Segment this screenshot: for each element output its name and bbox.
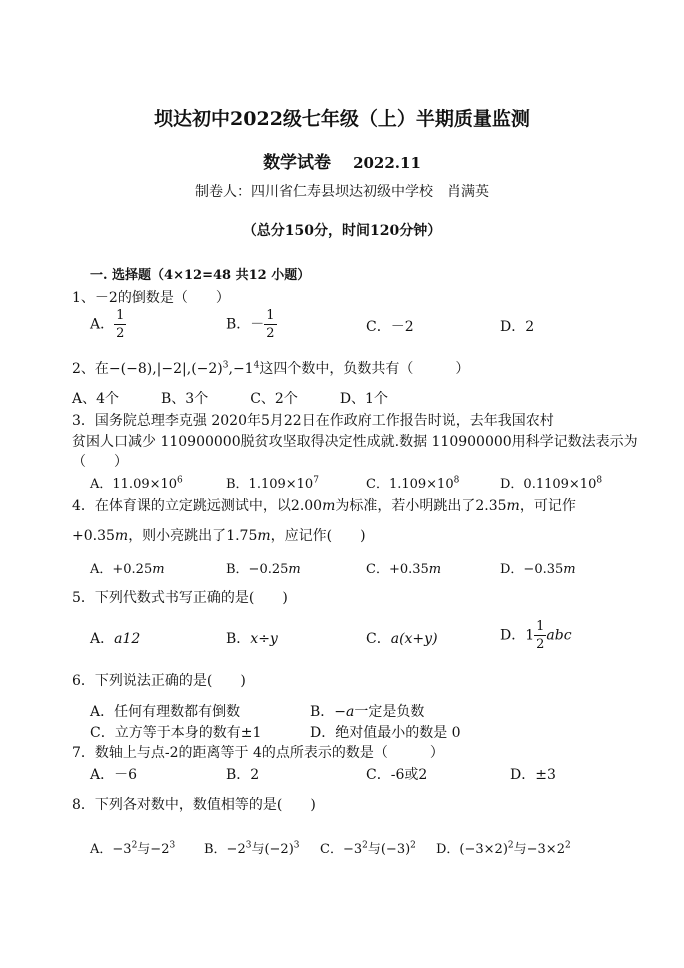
q4-option-b: B．−0.25m bbox=[226, 562, 301, 577]
question-3-line1: 3．国务院总理李克强 2020年5月22日在作政府工作报告时说，去年我国农村 bbox=[72, 413, 554, 429]
question-1-stem: 1、－2的倒数是（ ） bbox=[72, 290, 230, 306]
section-heading: 一. 选择题（4×12=48 共12 小题） bbox=[90, 268, 311, 283]
q5-option-a: A．a12 bbox=[90, 631, 141, 647]
fraction: $\frac{1}{2}$ bbox=[116, 308, 125, 341]
q3-option-c: C．$1.109\times 10^8$ bbox=[366, 475, 460, 492]
q5-option-b: B．x÷y bbox=[226, 631, 278, 647]
q5-option-d: D．1 $\frac{1}{2}$ abc bbox=[500, 619, 572, 652]
q7-option-c: C．-6或2 bbox=[366, 767, 428, 783]
q1-option-b: B．－ $\frac{1}{2}$ bbox=[226, 308, 275, 341]
exam-title: 坝达初中2022级七年级（上）半期质量监测 bbox=[154, 108, 530, 130]
exam-subject: 数学试卷 bbox=[263, 153, 332, 173]
q6-option-a: A．任何有理数都有倒数 bbox=[90, 704, 241, 720]
q2-options: A、4个 B、3个 C、2个 D、1个 bbox=[72, 391, 388, 407]
question-2-stem: 2、在$-(-8),|-2|,(-2)^3,-1^4$这四个数中，负数共有（ ） bbox=[72, 360, 470, 377]
question-4-line2: +0.35m，则小亮跳出了1.75m，应记作( ) bbox=[72, 528, 366, 544]
q6-option-c: C．立方等于本身的数有±1 bbox=[90, 725, 262, 741]
exam-date: 2022.11 bbox=[353, 154, 421, 172]
q6-option-d: D．绝对值最小的数是 0 bbox=[310, 725, 461, 741]
exam-subject-line bbox=[0, 148, 684, 173]
q1-option-c: C．－2 bbox=[366, 319, 414, 335]
q1-option-d: D．2 bbox=[500, 319, 535, 335]
q7-option-a: A．－6 bbox=[90, 767, 138, 783]
exam-score-info: （总分150分，时间120分钟） bbox=[242, 223, 442, 239]
q4-option-c: C．+0.35m bbox=[366, 562, 442, 577]
q8-option-d: D．$(-3\times 2)^2$与$-3\times 2^2$ bbox=[436, 840, 571, 857]
question-3-line3: （ ） bbox=[72, 454, 128, 470]
q8-option-a: A．$-3^2$与$-2^3$ bbox=[90, 840, 176, 857]
q3-option-b: B．$1.109\times 10^7$ bbox=[226, 475, 319, 492]
q3-option-a: A．$11.09\times 10^6$ bbox=[90, 475, 183, 492]
question-7-stem: 7．数轴上与点-2的距离等于 4的点所表示的数是（ ） bbox=[72, 745, 444, 761]
exam-author: 制卷人：四川省仁寿县坝达初级中学校 肖满英 bbox=[195, 184, 489, 200]
q1-option-a: A． $\frac{1}{2}$ bbox=[90, 308, 125, 341]
q8-option-b: B．$-2^3$与$(-2)^3$ bbox=[204, 840, 300, 857]
q6-option-b: B．−a一定是负数 bbox=[310, 704, 425, 720]
fraction: $\frac{1}{2}$ bbox=[536, 619, 545, 652]
q4-option-d: D．−0.35m bbox=[500, 562, 576, 577]
q4-option-a: A．+0.25m bbox=[90, 562, 165, 577]
question-3-line2: 贫困人口减少 110900000脱贫攻坚取得决定性成就.数据 110900000用科学记数法表示为 bbox=[72, 434, 638, 450]
fraction: $\frac{1}{2}$ bbox=[266, 308, 275, 341]
q3-option-d: D．$0.1109\times 10^8$ bbox=[500, 475, 603, 492]
q5-option-c: C．a(x+y) bbox=[366, 631, 438, 647]
question-8-stem: 8．下列各对数中，数值相等的是( ) bbox=[72, 797, 316, 813]
q7-option-d: D．±3 bbox=[510, 767, 556, 783]
question-6-stem: 6．下列说法正确的是( ) bbox=[72, 673, 246, 689]
q8-option-c: C．$-3^2$与$(-3)^2$ bbox=[320, 840, 416, 857]
question-4-line1: 4．在体育课的立定跳远测试中，以2.00m为标准，若小明跳出了2.35m，可记作 bbox=[72, 498, 576, 514]
q7-option-b: B．2 bbox=[226, 767, 260, 783]
question-5-stem: 5．下列代数式书写正确的是( ) bbox=[72, 590, 288, 606]
